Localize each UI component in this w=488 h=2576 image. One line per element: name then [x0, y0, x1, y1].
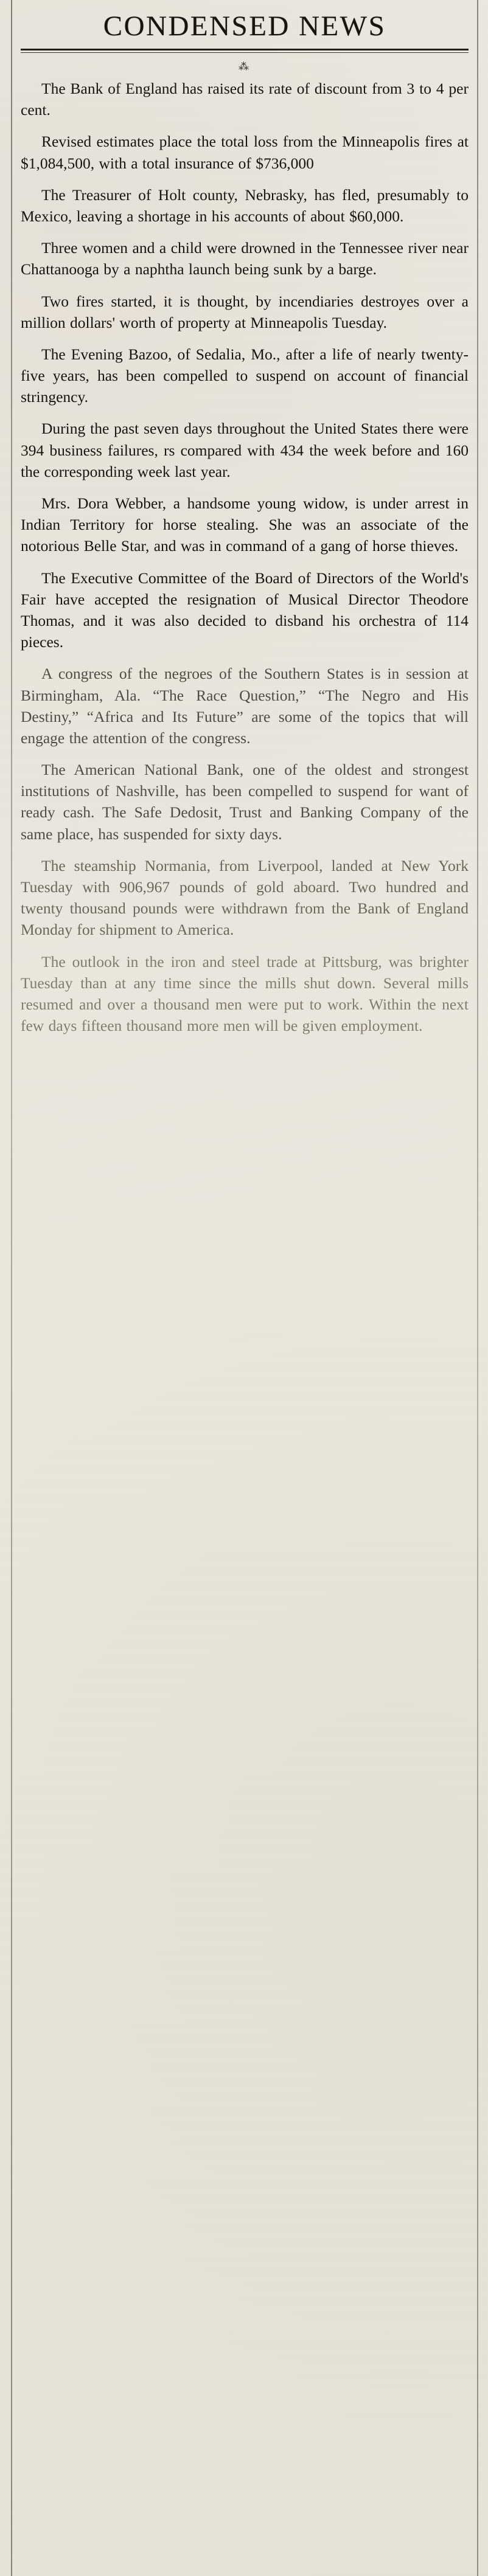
dingbat-ornament: ⁂ [239, 61, 251, 72]
masthead-rule-thick [21, 49, 469, 50]
news-item: Mrs. Dora Webber, a handsome young widow, is under arrest in Indian Territory for horse stealing. She was an associate of the notorious Belle Star, and was in command of a gang of horse thieves. [21, 494, 469, 555]
column-rule-right [477, 0, 478, 2576]
news-item: Two fires started, it is thought, by incendiaries destroyes over a million dollars' worth of property at Minneapolis Tuesday. [21, 292, 469, 331]
column-bottom-space [21, 1047, 469, 1071]
news-item: The American National Bank, one of the oldest and strongest institutions of Nashville, has been compelled to suspend for want of ready cash. The Safe Dedosit, Trust and Banking Company of the same place, has suspended for sixty days. [21, 761, 469, 843]
column-rule-left [11, 0, 12, 2576]
news-item: The Evening Bazoo, of Sedalia, Mo., after a life of nearly twenty-five years, has been compelled to suspend on account of financial stringency. [21, 345, 469, 406]
news-item: The Treasurer of Holt county, Nebrasky, has fled, presumably to Mexico, leaving a shortage in his accounts of about $60,000. [21, 185, 469, 225]
news-item: A congress of the negroes of the Southern States is in session at Birmingham, Ala. “The Race Question,” “The Negro and His Destiny,” “Africa and Its Future” are some of the topics that will engage the attention of the congress. [21, 665, 469, 747]
page-title: CONDENSED NEWS [103, 10, 386, 42]
news-item: During the past seven days throughout the United States there were 394 business failures, rs compared with 434 the week before and 160 the corresponding week last year. [21, 420, 469, 480]
news-item: Revised estimates place the total loss from the Minneapolis fires at $1,084,500, with a total insurance of $736,000 [21, 133, 469, 172]
news-item: The Bank of England has raised its rate of discount from 3 to 4 per cent. [21, 80, 469, 119]
column-content [21, 0, 469, 1071]
news-item: The steamship Normania, from Liverpool, landed at New York Tuesday with 906,967 pounds of gold aboard. Two hundred and twenty thousand pounds were withdrawn from the Bank of England Monday for shipment to America. [21, 856, 469, 939]
news-item: The outlook in the iron and steel trade at Pittsburg, was brighter Tuesday than at any time since the mills shut down. Several mills resumed and over a thousand men were put to work. Within the next few days fifteen thousand more men will be given employment. [21, 952, 469, 1035]
news-item: Three women and a child were drowned in the Tennessee river near Chattanooga by a naphtha launch being sunk by a barge. [21, 239, 469, 279]
news-item: The Executive Committee of the Board of Directors of the World's Fair have accepted the resignation of Musical Director Theodore Thomas, and it was also decided to disband his orchestra of 114 pieces. [21, 569, 469, 651]
